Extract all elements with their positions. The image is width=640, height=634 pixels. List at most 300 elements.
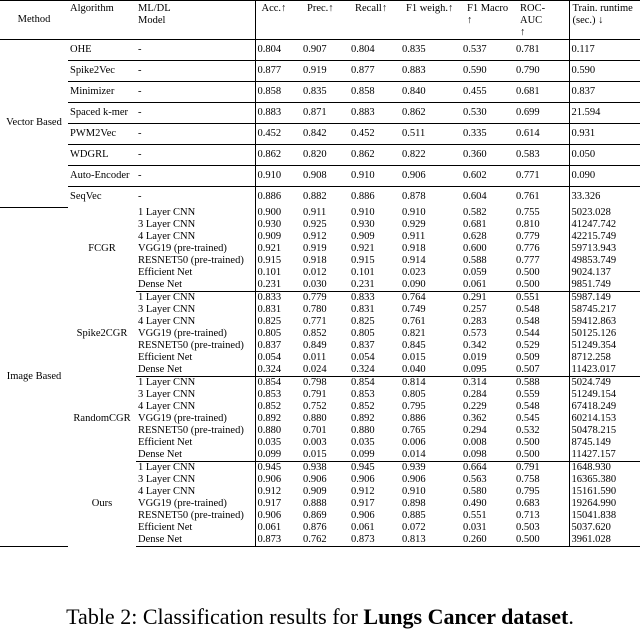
time-cell: 60214.153 bbox=[569, 413, 640, 425]
f1macro-cell: 0.537 bbox=[461, 40, 514, 61]
recall-cell: 0.930 bbox=[351, 219, 375, 230]
f1w-cell: 0.918 bbox=[402, 243, 426, 254]
model-cell: RESNET50 (pre-trained) bbox=[138, 510, 244, 521]
f1w-cell: 0.761 bbox=[402, 316, 426, 327]
acc-cell: 0.854 bbox=[255, 377, 301, 390]
model-cell: 3 Layer CNN bbox=[138, 219, 196, 230]
rocauc-cell: 0.713 bbox=[516, 510, 540, 521]
time-cell: 9851.749 bbox=[569, 279, 640, 292]
algorithm-cell: Spike2CGR bbox=[76, 328, 128, 339]
header-train-runtime: Train. runtime (sec.) ↓ bbox=[569, 1, 640, 40]
recall-cell: 0.883 bbox=[349, 103, 400, 124]
time-cell: 33.326 bbox=[569, 187, 640, 208]
model-cell: 1 Layer CNN bbox=[138, 462, 196, 473]
table-row bbox=[0, 462, 640, 475]
table-caption bbox=[0, 603, 640, 631]
header-prec: Prec.↑ bbox=[301, 1, 349, 40]
rocauc-cell: 0.544 bbox=[516, 328, 540, 339]
time-cell: 5037.620 bbox=[569, 522, 640, 534]
prec-cell: 0.888 bbox=[303, 498, 327, 509]
acc-cell: 0.837 bbox=[255, 340, 301, 352]
f1macro-cell: 0.229 bbox=[463, 401, 487, 412]
prec-cell: 0.907 bbox=[301, 40, 349, 61]
f1w-cell: 0.929 bbox=[402, 219, 426, 230]
time-cell: 8712.258 bbox=[569, 352, 640, 364]
model-cell: 4 Layer CNN bbox=[138, 401, 196, 412]
table-row bbox=[0, 166, 640, 187]
f1w-cell: 0.845 bbox=[402, 340, 426, 351]
algorithm-cell: PWM2Vec bbox=[68, 124, 136, 145]
time-cell: 42215.749 bbox=[569, 231, 640, 243]
recall-cell: 0.862 bbox=[349, 145, 400, 166]
recall-cell: 0.873 bbox=[349, 534, 400, 547]
acc-cell: 0.910 bbox=[255, 166, 301, 187]
recall-cell: 0.912 bbox=[351, 486, 375, 497]
model-cell: Dense Net bbox=[136, 534, 255, 547]
algorithm-cell: WDGRL bbox=[68, 145, 136, 166]
time-cell: 50125.126 bbox=[569, 328, 640, 340]
model-cell: - bbox=[136, 103, 255, 124]
recall-cell: 0.054 bbox=[351, 352, 375, 363]
recall-cell: 0.831 bbox=[351, 304, 375, 315]
model-cell: Efficient Net bbox=[138, 522, 193, 533]
rocauc-cell: 0.795 bbox=[516, 486, 540, 497]
f1macro-cell: 0.059 bbox=[463, 267, 487, 278]
acc-cell: 0.883 bbox=[255, 103, 301, 124]
time-cell: 50478.215 bbox=[569, 425, 640, 437]
algorithm-cell: Spaced k-mer bbox=[68, 103, 136, 124]
acc-cell: 0.900 bbox=[255, 207, 301, 219]
caption-bold: Lungs Cancer dataset bbox=[363, 604, 569, 629]
table-row bbox=[0, 292, 640, 305]
rocauc-cell: 0.559 bbox=[516, 389, 540, 400]
f1macro-cell: 0.061 bbox=[461, 279, 514, 292]
recall-cell: 0.909 bbox=[351, 231, 375, 242]
time-cell: 0.837 bbox=[569, 82, 640, 103]
acc-cell: 0.930 bbox=[255, 219, 301, 231]
acc-cell: 0.852 bbox=[255, 401, 301, 413]
f1macro-cell: 0.580 bbox=[463, 486, 487, 497]
f1macro-cell: 0.019 bbox=[463, 352, 487, 363]
time-cell: 0.117 bbox=[569, 40, 640, 61]
f1w-cell: 0.814 bbox=[402, 377, 426, 388]
prec-cell: 0.918 bbox=[303, 255, 327, 266]
table-row bbox=[0, 103, 640, 124]
f1w-cell: 0.023 bbox=[402, 267, 426, 278]
rocauc-cell: 0.548 bbox=[516, 304, 540, 315]
table-body bbox=[0, 40, 640, 547]
prec-cell: 0.791 bbox=[303, 389, 327, 400]
acc-cell: 0.833 bbox=[255, 292, 301, 305]
f1macro-cell: 0.455 bbox=[461, 82, 514, 103]
recall-cell: 0.906 bbox=[351, 474, 375, 485]
recall-cell: 0.804 bbox=[349, 40, 400, 61]
f1macro-cell: 0.284 bbox=[463, 389, 487, 400]
f1macro-cell: 0.314 bbox=[463, 377, 487, 388]
recall-cell: 0.061 bbox=[351, 522, 375, 533]
model-cell: Efficient Net bbox=[138, 437, 193, 448]
model-cell: RESNET50 (pre-trained) bbox=[138, 340, 244, 351]
acc-cell: 0.101 bbox=[255, 267, 301, 279]
header-f1-weighted: F1 weigh.↑ bbox=[400, 1, 461, 40]
rocauc-cell: 0.548 bbox=[516, 401, 540, 412]
time-cell: 0.090 bbox=[569, 166, 640, 187]
f1w-cell: 0.805 bbox=[402, 389, 426, 400]
f1macro-cell: 0.490 bbox=[463, 498, 487, 509]
f1w-cell: 0.906 bbox=[402, 474, 426, 485]
model-cell: - bbox=[136, 166, 255, 187]
f1macro-cell: 0.588 bbox=[463, 255, 487, 266]
recall-cell: 0.906 bbox=[351, 510, 375, 521]
recall-cell: 0.858 bbox=[349, 82, 400, 103]
acc-cell: 0.906 bbox=[255, 510, 301, 522]
prec-cell: 0.752 bbox=[303, 401, 327, 412]
f1macro-cell: 0.573 bbox=[463, 328, 487, 339]
header-method: Method bbox=[0, 1, 68, 40]
rocauc-cell: 0.500 bbox=[516, 267, 540, 278]
time-cell: 59412.863 bbox=[569, 316, 640, 328]
rocauc-cell: 0.699 bbox=[514, 103, 569, 124]
time-cell: 41247.742 bbox=[569, 219, 640, 231]
f1macro-cell: 0.551 bbox=[463, 510, 487, 521]
f1w-cell: 0.813 bbox=[400, 534, 461, 547]
acc-cell: 0.099 bbox=[255, 449, 301, 462]
f1w-cell: 0.014 bbox=[400, 449, 461, 462]
f1macro-cell: 0.031 bbox=[463, 522, 487, 533]
model-cell: - bbox=[136, 145, 255, 166]
acc-cell: 0.915 bbox=[255, 255, 301, 267]
model-cell: VGG19 (pre-trained) bbox=[138, 243, 227, 254]
time-cell: 51249.354 bbox=[569, 340, 640, 352]
time-cell: 0.590 bbox=[569, 61, 640, 82]
rocauc-cell: 0.583 bbox=[514, 145, 569, 166]
model-cell: Dense Net bbox=[136, 364, 255, 377]
header-acc: Acc.↑ bbox=[255, 1, 301, 40]
prec-cell: 0.011 bbox=[303, 352, 327, 363]
prec-cell: 0.015 bbox=[301, 449, 349, 462]
table-row bbox=[0, 61, 640, 82]
model-cell: VGG19 (pre-trained) bbox=[138, 413, 227, 424]
prec-cell: 0.024 bbox=[301, 364, 349, 377]
recall-cell: 0.915 bbox=[351, 255, 375, 266]
prec-cell: 0.798 bbox=[303, 377, 327, 388]
f1w-cell: 0.886 bbox=[402, 413, 426, 424]
time-cell: 49853.749 bbox=[569, 255, 640, 267]
f1macro-cell: 0.628 bbox=[463, 231, 487, 242]
f1w-cell: 0.765 bbox=[402, 425, 426, 436]
f1w-cell: 0.015 bbox=[402, 352, 426, 363]
prec-cell: 0.842 bbox=[301, 124, 349, 145]
recall-cell: 0.231 bbox=[349, 279, 400, 292]
f1macro-cell: 0.360 bbox=[461, 145, 514, 166]
prec-cell: 0.880 bbox=[303, 413, 327, 424]
algorithm-cell: Auto-Encoder bbox=[68, 166, 136, 187]
time-cell: 58745.217 bbox=[569, 304, 640, 316]
acc-cell: 0.035 bbox=[255, 437, 301, 449]
f1macro-cell: 0.602 bbox=[461, 166, 514, 187]
acc-cell: 0.886 bbox=[255, 187, 301, 208]
model-cell: RESNET50 (pre-trained) bbox=[138, 255, 244, 266]
rocauc-cell: 0.548 bbox=[516, 316, 540, 327]
acc-cell: 0.917 bbox=[255, 498, 301, 510]
recall-cell: 0.854 bbox=[351, 377, 375, 388]
rocauc-cell: 0.790 bbox=[514, 61, 569, 82]
time-cell: 8745.149 bbox=[569, 437, 640, 449]
time-cell: 5023.028 bbox=[569, 207, 640, 219]
f1macro-cell: 0.604 bbox=[463, 191, 487, 202]
acc-cell: 0.873 bbox=[255, 534, 301, 547]
prec-cell: 0.925 bbox=[303, 219, 327, 230]
f1macro-cell: 0.530 bbox=[461, 103, 514, 124]
prec-cell: 0.849 bbox=[303, 340, 327, 351]
f1w-cell: 0.835 bbox=[400, 40, 461, 61]
time-cell: 16365.380 bbox=[569, 474, 640, 486]
rocauc-cell: 0.551 bbox=[516, 292, 540, 303]
f1w-cell: 0.040 bbox=[400, 364, 461, 377]
rocauc-cell: 0.758 bbox=[516, 474, 540, 485]
f1macro-cell: 0.257 bbox=[463, 304, 487, 315]
time-cell: 1648.930 bbox=[569, 462, 640, 475]
rocauc-cell: 0.507 bbox=[514, 364, 569, 377]
rocauc-cell: 0.771 bbox=[514, 166, 569, 187]
f1macro-cell: 0.563 bbox=[463, 474, 487, 485]
acc-cell: 0.921 bbox=[255, 243, 301, 255]
recall-cell: 0.892 bbox=[351, 413, 375, 424]
model-cell: Efficient Net bbox=[138, 267, 193, 278]
rocauc-cell: 0.545 bbox=[516, 413, 540, 424]
prec-cell: 0.919 bbox=[301, 61, 349, 82]
time-cell: 5024.749 bbox=[569, 377, 640, 390]
time-cell: 15161.590 bbox=[569, 486, 640, 498]
acc-cell: 0.831 bbox=[255, 304, 301, 316]
method-cell: Image Based bbox=[0, 207, 68, 547]
f1macro-cell: 0.664 bbox=[463, 462, 487, 473]
algorithm-cell: Ours bbox=[91, 498, 113, 509]
time-cell: 5987.149 bbox=[569, 292, 640, 305]
acc-cell: 0.054 bbox=[255, 352, 301, 364]
caption-prefix: Table 2: Classification results for bbox=[66, 604, 364, 629]
f1w-cell: 0.862 bbox=[400, 103, 461, 124]
f1w-cell: 0.885 bbox=[402, 510, 426, 521]
acc-cell: 0.912 bbox=[255, 486, 301, 498]
recall-cell: 0.880 bbox=[351, 425, 375, 436]
recall-cell: 0.805 bbox=[351, 328, 375, 339]
algorithm-cell: RandomCGR bbox=[73, 413, 131, 424]
recall-cell: 0.837 bbox=[351, 340, 375, 351]
f1w-cell: 0.511 bbox=[400, 124, 461, 145]
model-cell: VGG19 (pre-trained) bbox=[138, 498, 227, 509]
recall-cell: 0.877 bbox=[349, 61, 400, 82]
rocauc-cell: 0.776 bbox=[516, 243, 540, 254]
prec-cell: 0.906 bbox=[303, 474, 327, 485]
f1macro-cell: 0.008 bbox=[463, 437, 487, 448]
model-cell: - bbox=[136, 124, 255, 145]
recall-cell: 0.921 bbox=[351, 243, 375, 254]
f1w-cell: 0.821 bbox=[402, 328, 426, 339]
f1w-cell: 0.749 bbox=[402, 304, 426, 315]
prec-cell: 0.701 bbox=[303, 425, 327, 436]
f1macro-cell: 0.582 bbox=[463, 207, 487, 218]
acc-cell: 0.804 bbox=[255, 40, 301, 61]
model-cell: Dense Net bbox=[136, 279, 255, 292]
prec-cell: 0.771 bbox=[303, 316, 327, 327]
recall-cell: 0.035 bbox=[351, 437, 375, 448]
model-cell: 1 Layer CNN bbox=[138, 207, 196, 218]
f1macro-cell: 0.600 bbox=[463, 243, 487, 254]
acc-cell: 0.858 bbox=[255, 82, 301, 103]
acc-cell: 0.324 bbox=[255, 364, 301, 377]
header-recall: Recall↑ bbox=[349, 1, 400, 40]
acc-cell: 0.825 bbox=[255, 316, 301, 328]
table-row bbox=[0, 124, 640, 145]
f1w-cell: 0.764 bbox=[402, 292, 426, 303]
rocauc-cell: 0.761 bbox=[516, 191, 540, 202]
f1macro-cell: 0.335 bbox=[461, 124, 514, 145]
table-row bbox=[0, 187, 640, 208]
prec-cell: 0.876 bbox=[303, 522, 327, 533]
recall-cell: 0.452 bbox=[349, 124, 400, 145]
header-f1-macro: F1 Macro ↑ bbox=[461, 1, 514, 40]
f1macro-cell: 0.342 bbox=[463, 340, 487, 351]
model-cell: Dense Net bbox=[136, 449, 255, 462]
prec-cell: 0.852 bbox=[303, 328, 327, 339]
rocauc-cell: 0.810 bbox=[516, 219, 540, 230]
f1macro-cell: 0.098 bbox=[461, 449, 514, 462]
prec-cell: 0.919 bbox=[303, 243, 327, 254]
recall-cell: 0.886 bbox=[351, 191, 375, 202]
recall-cell: 0.853 bbox=[351, 389, 375, 400]
time-cell: 9024.137 bbox=[569, 267, 640, 279]
acc-cell: 0.892 bbox=[255, 413, 301, 425]
model-cell: 4 Layer CNN bbox=[138, 231, 196, 242]
f1w-cell: 0.006 bbox=[402, 437, 426, 448]
rocauc-cell: 0.683 bbox=[516, 498, 540, 509]
rocauc-cell: 0.791 bbox=[516, 462, 540, 473]
model-cell: 1 Layer CNN bbox=[138, 292, 196, 303]
f1macro-cell: 0.291 bbox=[463, 292, 487, 303]
acc-cell: 0.880 bbox=[255, 425, 301, 437]
f1w-cell: 0.914 bbox=[402, 255, 426, 266]
recall-cell: 0.833 bbox=[351, 292, 375, 303]
acc-cell: 0.945 bbox=[255, 462, 301, 475]
time-cell: 59713.943 bbox=[569, 243, 640, 255]
algorithm-cell: FCGR bbox=[88, 243, 116, 255]
prec-cell: 0.835 bbox=[301, 82, 349, 103]
f1macro-cell: 0.362 bbox=[463, 413, 487, 424]
header-algorithm: Algorithm bbox=[68, 1, 136, 40]
caption-suffix: . bbox=[568, 604, 574, 629]
recall-cell: 0.324 bbox=[349, 364, 400, 377]
f1w-cell: 0.910 bbox=[402, 207, 426, 218]
acc-cell: 0.877 bbox=[255, 61, 301, 82]
algorithm-cell: SeqVec bbox=[70, 191, 102, 202]
f1w-cell: 0.795 bbox=[402, 401, 426, 412]
recall-cell: 0.917 bbox=[351, 498, 375, 509]
recall-cell: 0.099 bbox=[349, 449, 400, 462]
f1w-cell: 0.898 bbox=[402, 498, 426, 509]
prec-cell: 0.762 bbox=[301, 534, 349, 547]
model-cell: - bbox=[136, 40, 255, 61]
prec-cell: 0.882 bbox=[303, 191, 327, 202]
rocauc-cell: 0.681 bbox=[514, 82, 569, 103]
table-row bbox=[0, 377, 640, 390]
f1w-cell: 0.840 bbox=[400, 82, 461, 103]
f1macro-cell: 0.590 bbox=[461, 61, 514, 82]
time-cell: 15041.838 bbox=[569, 510, 640, 522]
model-cell: - bbox=[136, 61, 255, 82]
f1w-cell: 0.878 bbox=[402, 191, 426, 202]
f1w-cell: 0.910 bbox=[402, 486, 426, 497]
prec-cell: 0.779 bbox=[303, 292, 327, 303]
prec-cell: 0.938 bbox=[303, 462, 327, 473]
model-cell: 3 Layer CNN bbox=[138, 304, 196, 315]
rocauc-cell: 0.779 bbox=[516, 231, 540, 242]
model-cell: Efficient Net bbox=[138, 352, 193, 363]
rocauc-cell: 0.532 bbox=[516, 425, 540, 436]
model-cell: 4 Layer CNN bbox=[138, 486, 196, 497]
recall-cell: 0.101 bbox=[351, 267, 375, 278]
model-cell: RESNET50 (pre-trained) bbox=[138, 425, 244, 436]
algorithm-cell: Minimizer bbox=[68, 82, 136, 103]
table-row bbox=[0, 145, 640, 166]
f1macro-cell: 0.294 bbox=[463, 425, 487, 436]
f1macro-cell: 0.095 bbox=[461, 364, 514, 377]
f1w-cell: 0.090 bbox=[400, 279, 461, 292]
prec-cell: 0.780 bbox=[303, 304, 327, 315]
prec-cell: 0.871 bbox=[301, 103, 349, 124]
f1w-cell: 0.911 bbox=[402, 231, 426, 242]
header-roc-auc: ROC- AUC ↑ bbox=[514, 1, 569, 40]
prec-cell: 0.003 bbox=[303, 437, 327, 448]
acc-cell: 0.909 bbox=[255, 231, 301, 243]
rocauc-cell: 0.500 bbox=[516, 437, 540, 448]
acc-cell: 0.853 bbox=[255, 389, 301, 401]
table-row bbox=[0, 207, 640, 219]
rocauc-cell: 0.500 bbox=[514, 279, 569, 292]
time-cell: 11423.017 bbox=[569, 364, 640, 377]
prec-cell: 0.912 bbox=[303, 231, 327, 242]
recall-cell: 0.825 bbox=[351, 316, 375, 327]
model-cell: 1 Layer CNN bbox=[138, 377, 196, 388]
rocauc-cell: 0.509 bbox=[516, 352, 540, 363]
model-cell: VGG19 (pre-trained) bbox=[138, 328, 227, 339]
prec-cell: 0.820 bbox=[301, 145, 349, 166]
f1w-cell: 0.906 bbox=[400, 166, 461, 187]
prec-cell: 0.869 bbox=[303, 510, 327, 521]
f1w-cell: 0.883 bbox=[400, 61, 461, 82]
time-cell: 21.594 bbox=[569, 103, 640, 124]
acc-cell: 0.061 bbox=[255, 522, 301, 534]
time-cell: 3961.028 bbox=[569, 534, 640, 547]
model-cell: 3 Layer CNN bbox=[138, 474, 196, 485]
acc-cell: 0.805 bbox=[255, 328, 301, 340]
prec-cell: 0.012 bbox=[303, 267, 327, 278]
algorithm-cell: Spike2Vec bbox=[68, 61, 136, 82]
algorithm-cell: OHE bbox=[68, 40, 136, 61]
model-cell: - bbox=[138, 191, 142, 202]
model-cell: 3 Layer CNN bbox=[138, 389, 196, 400]
table-row bbox=[0, 40, 640, 61]
acc-cell: 0.906 bbox=[255, 474, 301, 486]
time-cell: 51249.154 bbox=[569, 389, 640, 401]
f1w-cell: 0.822 bbox=[400, 145, 461, 166]
rocauc-cell: 0.529 bbox=[516, 340, 540, 351]
rocauc-cell: 0.614 bbox=[514, 124, 569, 145]
recall-cell: 0.945 bbox=[351, 462, 375, 473]
prec-cell: 0.909 bbox=[303, 486, 327, 497]
prec-cell: 0.911 bbox=[303, 207, 327, 218]
time-cell: 19264.990 bbox=[569, 498, 640, 510]
